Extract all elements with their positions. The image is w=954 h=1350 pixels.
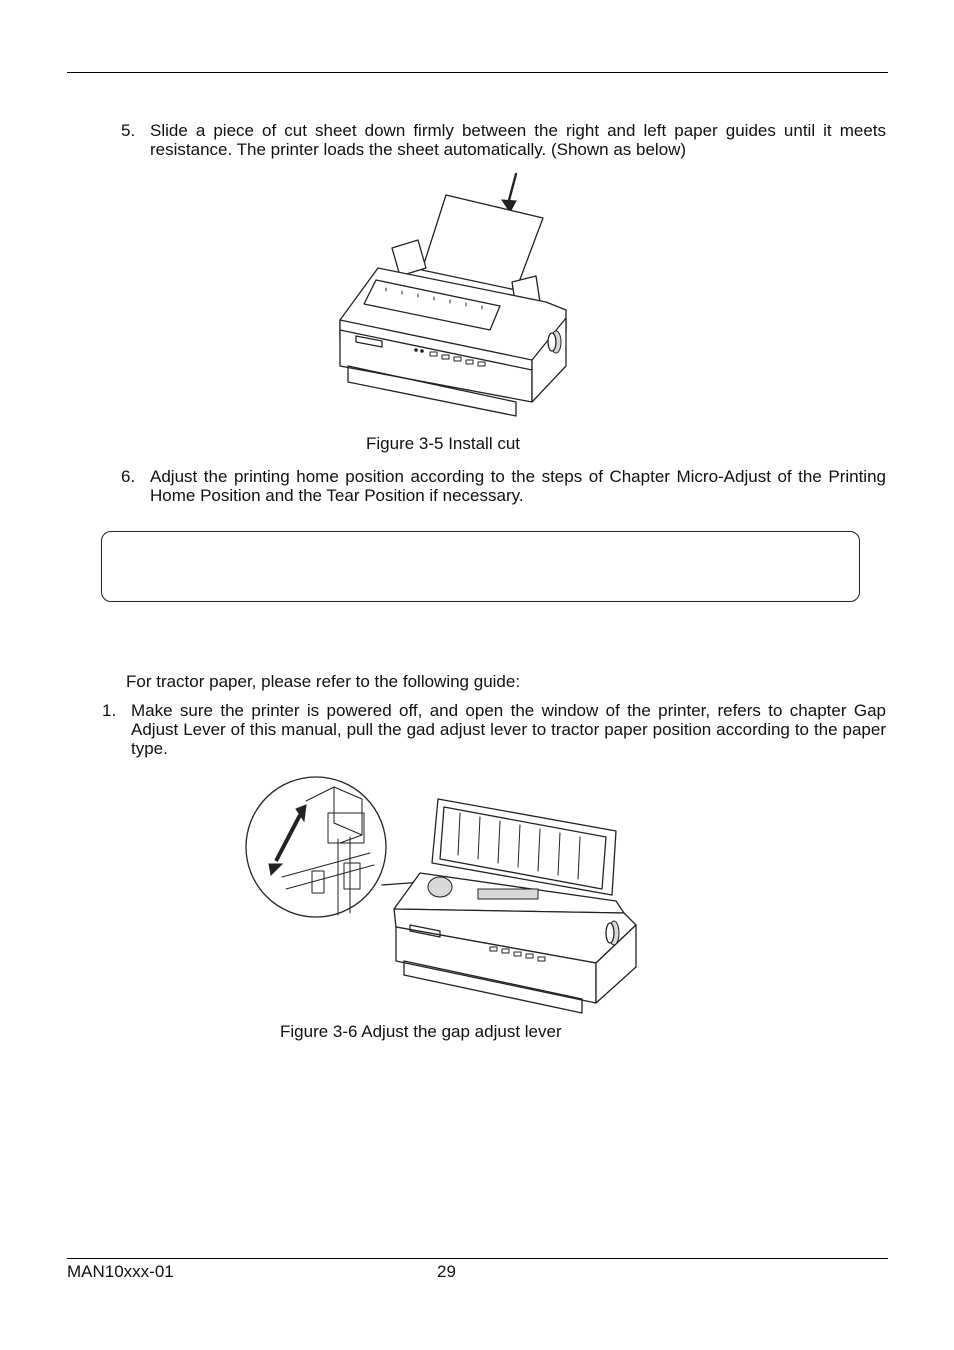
step-number: 5. <box>121 121 136 140</box>
tractor-paper-intro: For tractor paper, please refer to the following guide: <box>126 672 521 691</box>
footer-rule <box>67 1258 888 1259</box>
step-text: Adjust the printing home position according to the steps of Chapter Micro-Adjust of the Printing Home Position and the Tear Position if necessary. <box>150 467 886 505</box>
footer-page-number: 29 <box>437 1262 456 1281</box>
figure-caption-3-6: Figure 3-6 Adjust the gap adjust lever <box>280 1022 562 1041</box>
header-rule <box>67 72 888 73</box>
step-number: 1. <box>102 701 117 720</box>
figure-install-cut-sheet <box>330 170 590 425</box>
footer-doc-id: MAN10xxx-01 <box>67 1262 174 1281</box>
step-text: Slide a piece of cut sheet down firmly between the right and left paper guides until it meets resistance. The printer loads the sheet automatically. (Shown as below) <box>150 121 886 159</box>
step-text: Make sure the printer is powered off, and open the window of the printer, refers to chapter Gap Adjust Lever of this manual, pull the gad adjust lever to tractor paper position according to the paper type. <box>131 701 886 758</box>
step-number: 6. <box>121 467 136 486</box>
figure-gap-adjust-lever <box>244 777 644 1017</box>
note-box <box>101 531 860 602</box>
figure-caption-3-5: Figure 3-5 Install cut <box>366 434 521 453</box>
